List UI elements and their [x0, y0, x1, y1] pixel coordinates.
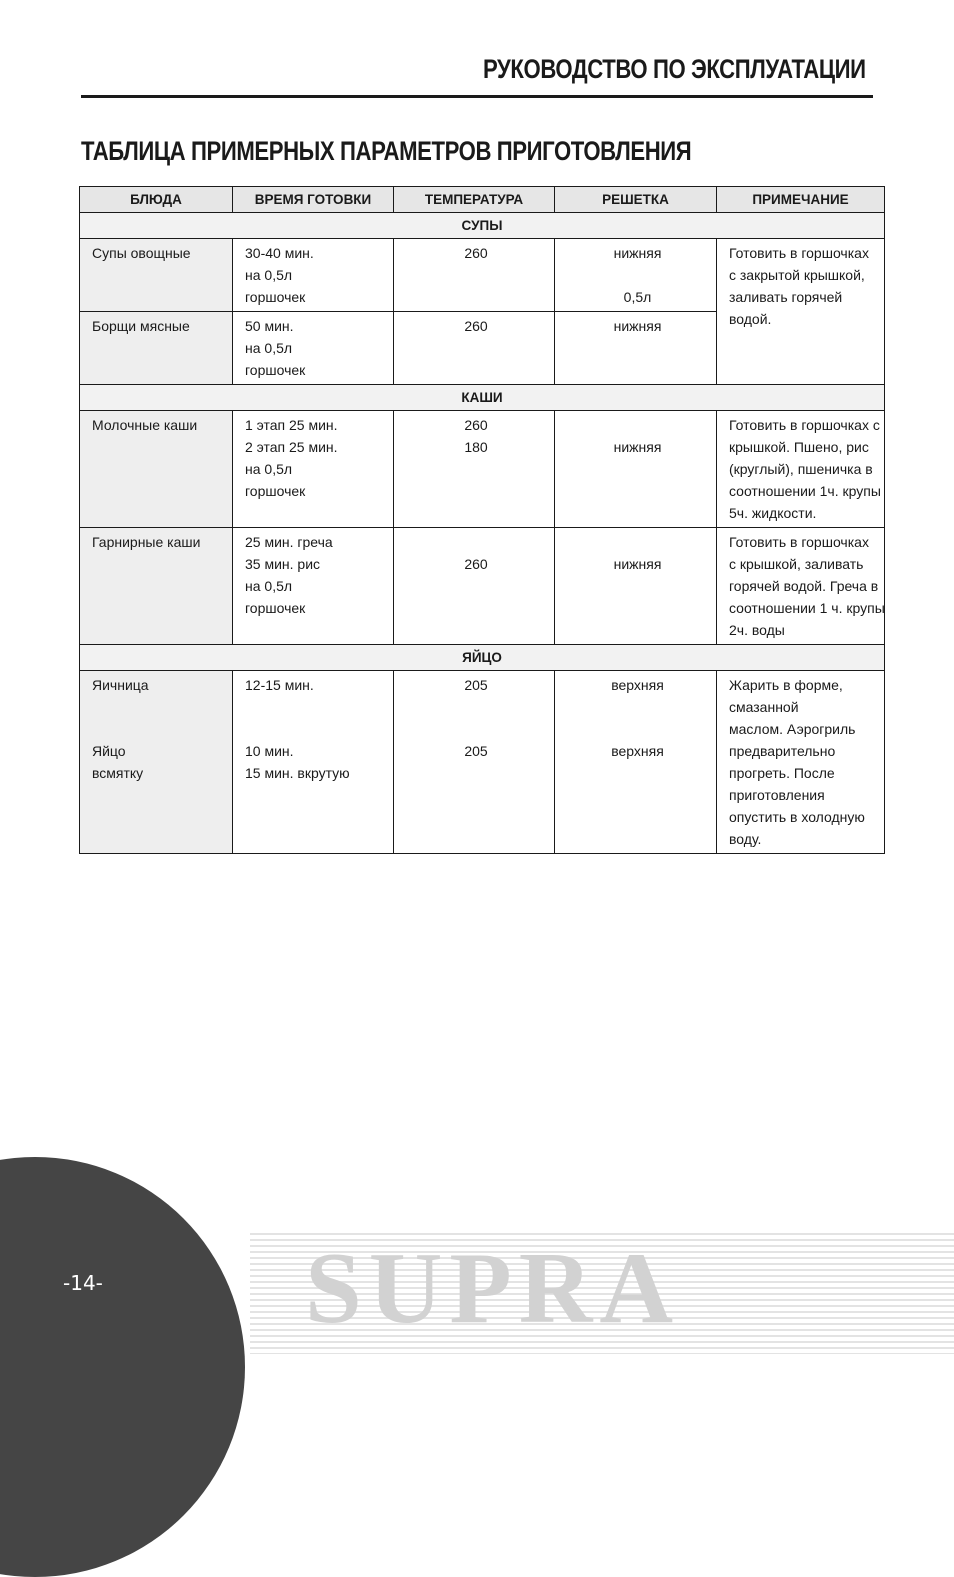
page-number: -14- [63, 1271, 103, 1295]
note-line: воду. [729, 831, 762, 847]
time-line: горшочек [245, 289, 306, 305]
time-line: на 0,5л [245, 340, 293, 356]
dish-cell [80, 528, 233, 645]
time-line: 30-40 мин. [245, 245, 314, 261]
note-line: Готовить в горшочках [729, 245, 869, 261]
rack-value: нижняя [613, 245, 662, 261]
temperature-value: 260 [464, 245, 488, 261]
time-cell [233, 528, 394, 645]
time-cell [233, 671, 394, 854]
rack-value: нижняя [613, 556, 662, 572]
column-header-dishes: БЛЮДА [80, 187, 233, 213]
note-cell [717, 411, 885, 528]
rack-cell [555, 312, 717, 385]
brand-logo: SUPRA [305, 1232, 681, 1345]
rack-value: верхняя [611, 677, 664, 693]
page-title: ТАБЛИЦА ПРИМЕРНЫХ ПАРАМЕТРОВ ПРИГОТОВЛЕНИЯ [81, 136, 692, 166]
header-divider [81, 95, 873, 98]
dish-name: Гарнирные каши [92, 534, 201, 550]
rack-cell [555, 671, 717, 854]
time-line: на 0,5л [245, 267, 293, 283]
section-title: ЯЙЦО [80, 645, 885, 671]
rack-value: нижняя [613, 318, 662, 334]
note-line: 5ч. жидкости. [729, 505, 817, 521]
table-row [80, 411, 885, 528]
column-header-rack: РЕШЕТКА [555, 187, 717, 213]
temperature-cell [394, 312, 555, 385]
footer-circle-decoration [0, 1157, 245, 1577]
note-line: маслом. Аэрогриль [729, 721, 856, 737]
header-title: РУКОВОДСТВО ПО ЭКСПЛУАТАЦИИ [483, 54, 866, 84]
table-row [80, 671, 885, 854]
note-line: (круглый), пшеничка в [729, 461, 873, 477]
temperature-cell [394, 411, 555, 528]
time-line: горшочек [245, 362, 306, 378]
time-line: 12-15 мин. [245, 677, 314, 693]
rack-value: нижняя [613, 439, 662, 455]
note-line: Готовить в горшочках [729, 534, 869, 550]
temperature-value: 260 [464, 318, 488, 334]
note-line: смазанной [729, 699, 799, 715]
time-line: 50 мин. [245, 318, 294, 334]
note-line: Готовить в горшочках с [729, 417, 880, 433]
dish-name: Молочные каши [92, 417, 198, 433]
rack-cell [555, 411, 717, 528]
column-header-temperature: ТЕМПЕРАТУРА [394, 187, 555, 213]
rack-cell [555, 528, 717, 645]
section-row-soups [80, 213, 885, 239]
note-line: водой. [729, 311, 772, 327]
note-line: заливать горячей [729, 289, 843, 305]
note-cell [717, 239, 885, 385]
note-line: с крышкой, заливать [729, 556, 864, 572]
time-line: горшочек [245, 600, 306, 616]
note-line: опустить в холодную [729, 809, 865, 825]
note-line: горячей водой. Греча в [729, 578, 879, 594]
note-line: соотношении 1 ч. крупы [729, 600, 885, 616]
rack-cell [555, 239, 717, 312]
time-cell [233, 312, 394, 385]
dish-name: всмятку [92, 765, 144, 781]
column-header-note: ПРИМЕЧАНИЕ [717, 187, 885, 213]
time-line: на 0,5л [245, 461, 293, 477]
note-cell [717, 528, 885, 645]
temperature-value: 205 [464, 743, 488, 759]
time-line: на 0,5л [245, 578, 293, 594]
temperature-cell [394, 528, 555, 645]
column-header-cooking-time: ВРЕМЯ ГОТОВКИ [233, 187, 394, 213]
dish-name: Яичница [92, 677, 149, 693]
temperature-value: 260 [464, 556, 488, 572]
note-line: крышкой. Пшено, рис [729, 439, 869, 455]
time-line: 10 мин. [245, 743, 294, 759]
time-cell [233, 239, 394, 312]
dish-name: Яйцо [92, 743, 126, 759]
time-line: 2 этап 25 мин. [245, 439, 338, 455]
table-row [80, 528, 885, 645]
section-row-eggs [80, 645, 885, 671]
section-title: КАШИ [80, 385, 885, 411]
time-line: горшочек [245, 483, 306, 499]
dish-cell [80, 312, 233, 385]
cooking-parameters-table [79, 186, 885, 854]
section-title: СУПЫ [80, 213, 885, 239]
rack-value: верхняя [611, 743, 664, 759]
dish-name: Борщи мясные [92, 318, 190, 334]
time-line: 35 мин. рис [245, 556, 321, 572]
note-line: приготовления [729, 787, 825, 803]
dish-name: Супы овощные [92, 245, 191, 261]
note-line: Жарить в форме, [729, 677, 843, 693]
temperature-value: 260 [464, 417, 488, 433]
note-line: прогреть. После [729, 765, 835, 781]
note-line: с закрытой крышкой, [729, 267, 865, 283]
time-line: 1 этап 25 мин. [245, 417, 338, 433]
time-line: 15 мин. вкрутую [245, 765, 350, 781]
table-row [80, 239, 885, 312]
table-header-row [80, 187, 885, 213]
dish-cell [80, 239, 233, 312]
note-cell [717, 671, 885, 854]
note-line: предварительно [729, 743, 836, 759]
temperature-value: 205 [464, 677, 488, 693]
temperature-cell [394, 239, 555, 312]
note-line: 2ч. воды [729, 622, 785, 638]
rack-value: 0,5л [623, 289, 652, 305]
note-line: соотношении 1ч. крупы [729, 483, 881, 499]
section-row-porridges [80, 385, 885, 411]
time-cell [233, 411, 394, 528]
time-line: 25 мин. греча [245, 534, 333, 550]
temperature-value: 180 [464, 439, 488, 455]
temperature-cell [394, 671, 555, 854]
dish-cell [80, 671, 233, 854]
dish-cell [80, 411, 233, 528]
